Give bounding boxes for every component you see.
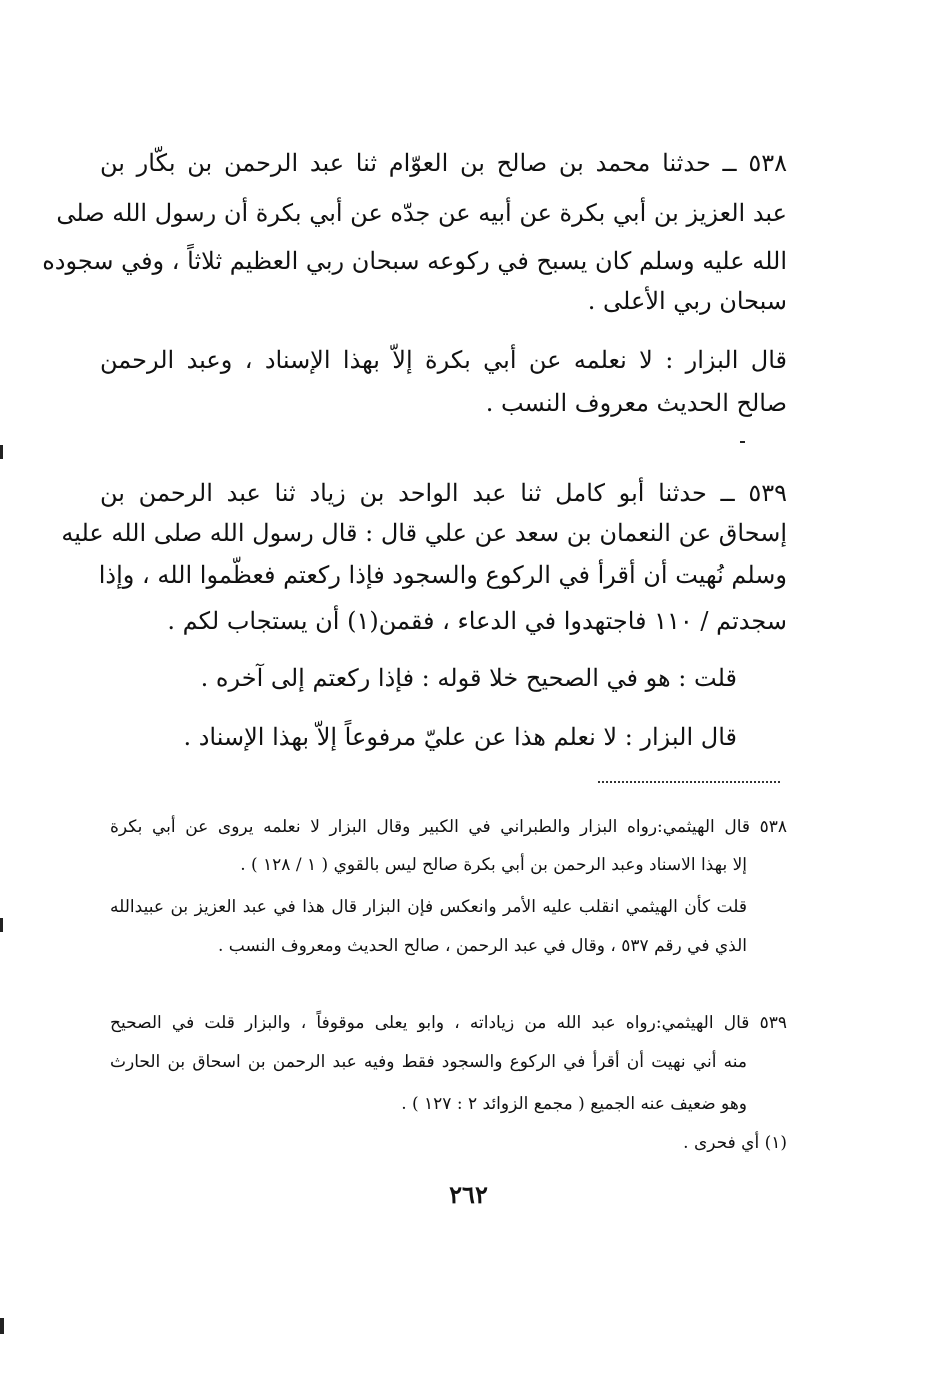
footnote-539-line-1: ٥٣٩ قال الهيثمي:رواه عبد الله من زياداته ، وابو يعلى موقوفاً ، والبزار قلت في الصحيح — [110, 1013, 787, 1033]
hadith-538-comment-line-1: قال البزار : لا نعلمه عن أبي بكرة إلاّ بهذا الإسناد ، وعبد الرحمن — [100, 346, 787, 374]
footnote-538-line-3: قلت كأن الهيثمي انقلب عليه الأمر وانعكس فإن البزار قال هذا في عبد العزيز بن عبيدالله — [110, 897, 747, 917]
hadith-539-line-1: ٥٣٩ ــ حدثنا أبو كامل ثنا عبد الواحد بن زياد ثنا عبد الرحمن بن — [100, 479, 787, 507]
hadith-539-line-3: وسلم نُهيت أن أقرأ في الركوع والسجود فإذا ركعتم فعظّموا الله ، وإذا — [98, 561, 787, 589]
hadith-538-line-3: الله عليه وسلم كان يسبح في ركوعه سبحان ربي العظيم ثلاثاً ، وفي سجوده — [42, 247, 787, 275]
footnote-separator — [598, 781, 780, 783]
scan-mark — [0, 1318, 4, 1334]
hadith-539-note: قلت : هو في الصحيح خلا قوله : فإذا ركعتم إلى آخره . — [200, 664, 737, 692]
footnote-539-line-2: منه أني نهيت أن أقرأ في الركوع والسجود فقط وفيه عبد الرحمن بن اسحاق بن الحارث — [110, 1052, 747, 1072]
scan-mark — [0, 918, 3, 932]
page-number: ٢٦٢ — [449, 1180, 488, 1209]
hadith-538-line-4: سبحان ربي الأعلى . — [587, 287, 787, 315]
hadith-539-line-2: إسحاق عن النعمان بن سعد عن علي قال : قال رسول الله صلى الله عليه — [61, 519, 787, 547]
scan-mark — [0, 445, 3, 459]
footnote-539-line-3: وهو ضعيف عنه الجميع ( مجمع الزوائد ٢ : ١٢٧ ) . — [401, 1094, 747, 1114]
footnote-538-line-2: إلا بهذا الاسناد وعبد الرحمن بن أبي بكرة صالح ليس بالقوي ( ١ / ١٢٨ ) . — [240, 855, 747, 875]
footnote-538-line-1: ٥٣٨ قال الهيثمي:رواه البزار والطبراني في الكبير وقال البزار لا نعلمه يروى عن أبي بكرة — [110, 817, 787, 837]
hadith-539-line-4: سجدتم / ١١٠ فاجتهدوا في الدعاء ، فقمن(١) أن يستجاب لكم . — [167, 607, 787, 635]
hadith-538-comment-line-2: صالح الحديث معروف النسب . — [485, 389, 787, 417]
footnote-1: (١) أي فحرى . — [683, 1133, 787, 1153]
scan-speck — [740, 441, 745, 443]
hadith-538-line-1: ٥٣٨ ــ حدثنا محمد بن صالح بن العوّام ثنا عبد الرحمن بن بكّار بن — [100, 149, 787, 177]
hadith-538-line-2: عبد العزيز بن أبي بكرة عن أبيه عن جدّه عن أبي بكرة أن رسول الله صلى — [56, 199, 787, 227]
hadith-539-comment: قال البزار : لا نعلم هذا عن عليّ مرفوعاً إلاّ بهذا الإسناد . — [183, 723, 737, 751]
footnote-538-line-4: الذي في رقم ٥٣٧ ، وقال في عبد الرحمن ، صالح الحديث ومعروف النسب . — [217, 936, 747, 956]
